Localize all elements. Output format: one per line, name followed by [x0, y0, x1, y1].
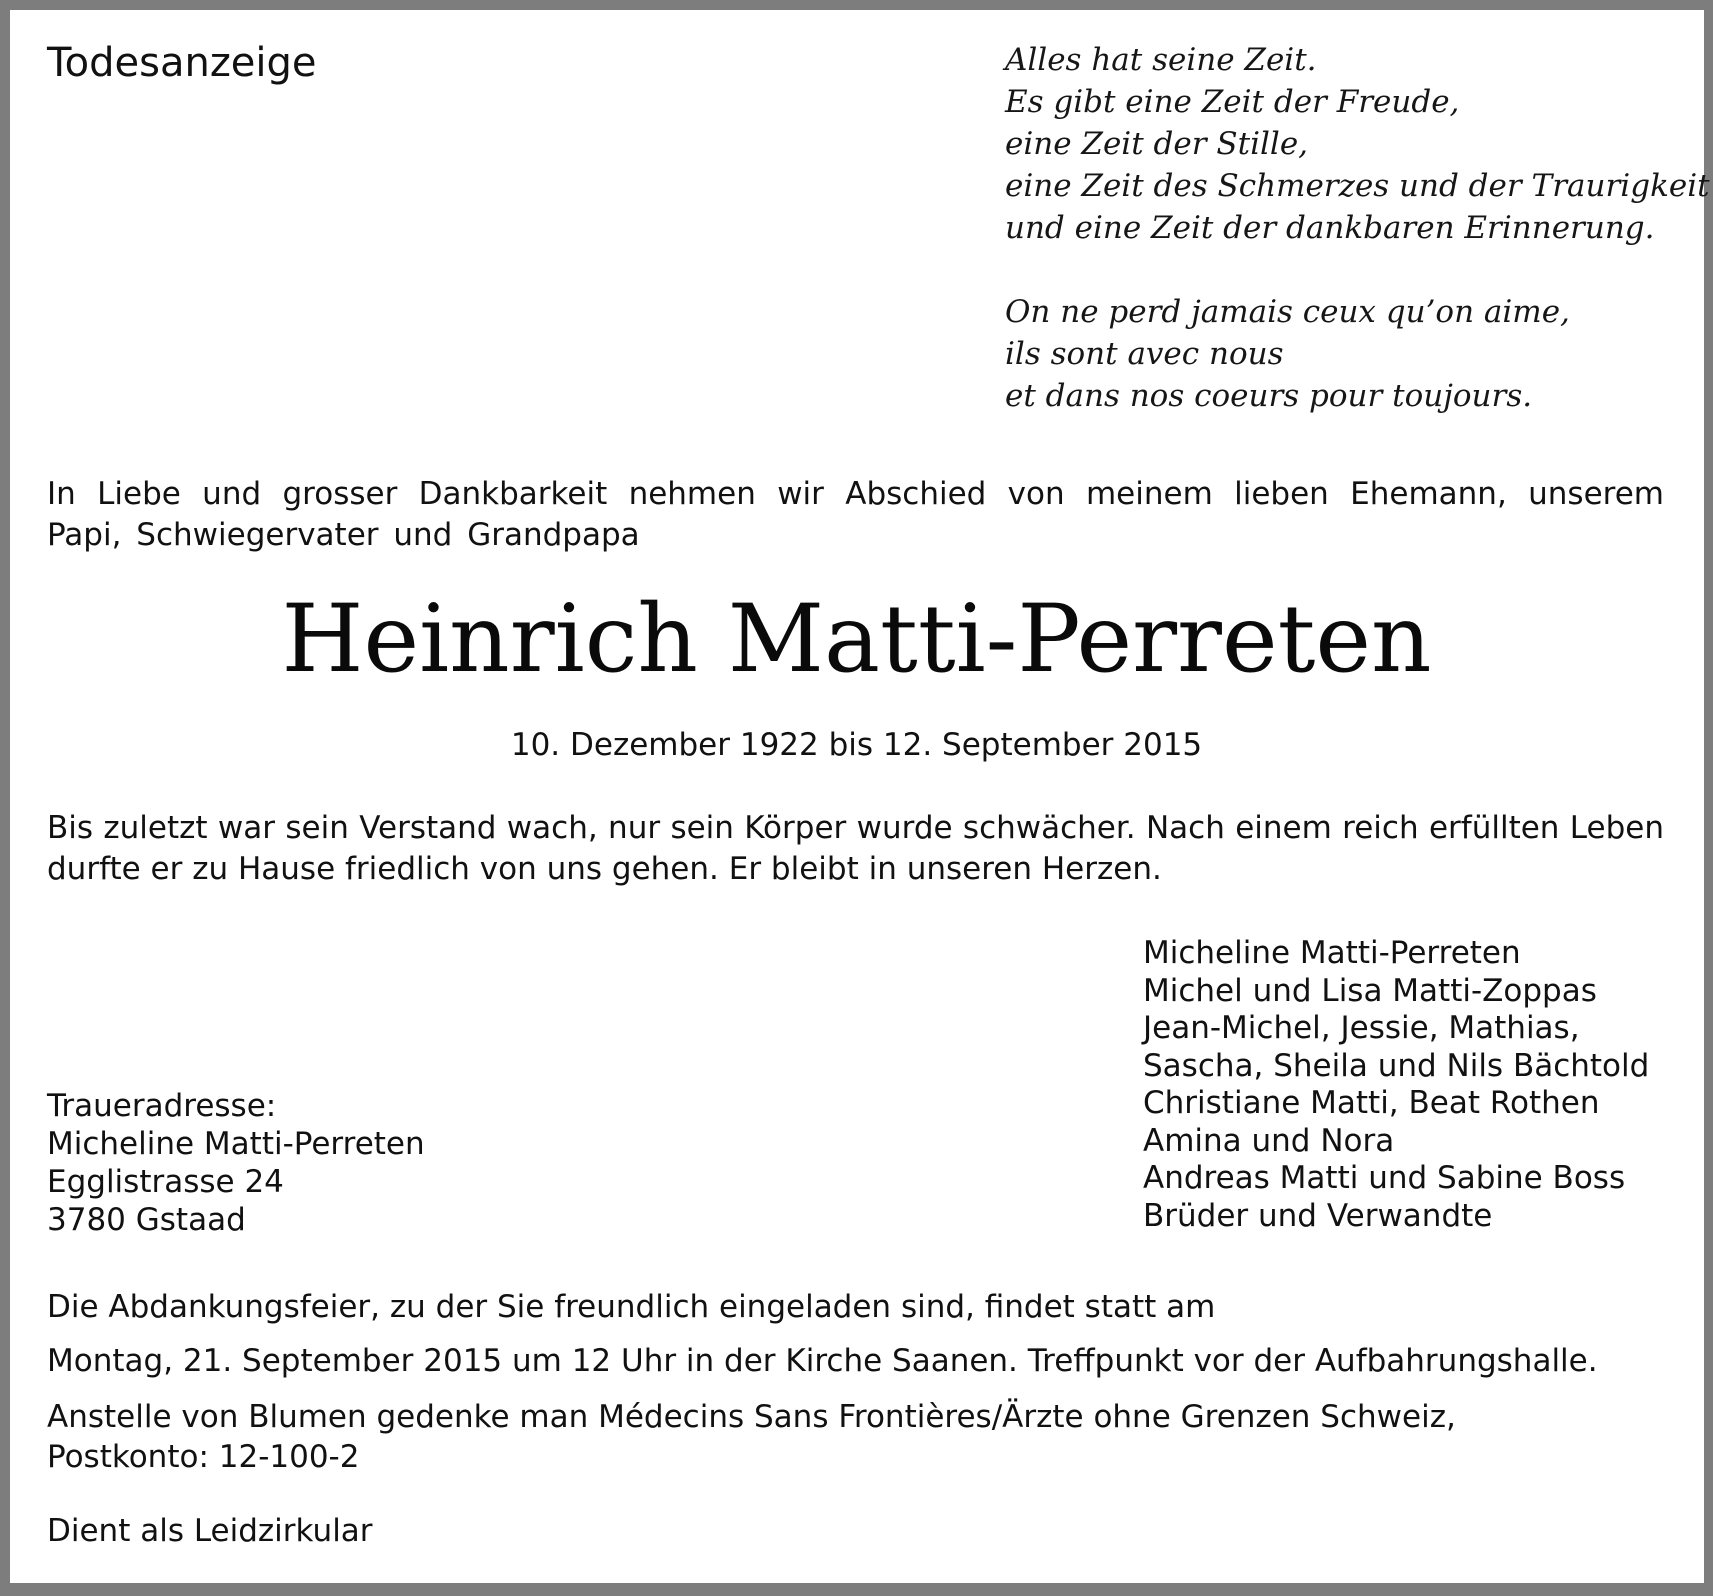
postal-account: Postkonto: 12-100-2	[47, 1439, 360, 1475]
poem-line: ils sont avec nous	[1005, 336, 1284, 372]
address-name: Micheline Matti-Perreten	[47, 1126, 425, 1162]
donation-line: Anstelle von Blumen gedenke man Médecins Sans Frontières/Ärzte ohne Grenzen Schweiz,	[47, 1399, 1456, 1435]
intro-text: In Liebe und grosser Dankbarkeit nehmen wir Abschied von meinem lieben Ehemann, unserem Papi, Schwiegervater und Grandpapa	[47, 476, 1664, 553]
mourning-address	[47, 1087, 425, 1239]
poem-line: et dans nos coeurs pour toujours.	[1005, 378, 1533, 414]
page-title: Todesanzeige	[47, 40, 317, 86]
ceremony-text-line-1: Die Abdankungsfeier, zu der Sie freundlich eingeladen sind, findet statt am	[47, 1289, 1216, 1325]
life-text: Bis zuletzt war sein Verstand wach, nur sein Körper wurde schwächer. Nach einem reich erfüllten Leben durfte er zu Hause friedlich von uns gehen. Er bleibt in unseren Herzen.	[47, 810, 1664, 887]
poem-line: und eine Zeit der dankbaren Erinnerung.	[1005, 210, 1655, 246]
poem-line: Es gibt eine Zeit der Freude,	[1005, 84, 1460, 120]
poem-line: Alles hat seine Zeit.	[1005, 42, 1317, 78]
poem	[1005, 39, 1710, 417]
mourner-item: Amina und Nora	[1143, 1122, 1395, 1159]
life-dates: 10. Dezember 1922 bis 12. September 2015	[510, 727, 1203, 763]
mourners-list	[1143, 935, 1649, 1235]
poem-line: eine Zeit der Stille,	[1005, 126, 1309, 162]
footer-note: Dient als Leidzirkular	[47, 1513, 373, 1549]
mourner-item: Andreas Matti und Sabine Boss	[1143, 1160, 1626, 1196]
mourner-item: Sascha, Sheila und Nils Bächtold	[1143, 1047, 1650, 1084]
deceased-name: Heinrich Matti-Perreten	[281, 585, 1432, 694]
mourner-item: Christiane Matti, Beat Rothen	[1143, 1085, 1600, 1121]
mourner-item: Micheline Matti-Perreten	[1143, 935, 1521, 971]
mourner-item: Michel und Lisa Matti-Zoppas	[1143, 972, 1597, 1009]
address-street: Egglistrasse 24	[47, 1164, 284, 1200]
poem-line: eine Zeit des Schmerzes und der Traurigkeit	[1005, 168, 1710, 204]
donation-note	[47, 1397, 1456, 1477]
ceremony-text-line-2: Montag, 21. September 2015 um 12 Uhr in der Kirche Saanen. Treffpunkt vor der Aufbahrungshalle.	[47, 1343, 1598, 1379]
mourner-item: Jean-Michel, Jessie, Mathias,	[1143, 1010, 1580, 1046]
address-label: Traueradresse:	[47, 1088, 277, 1124]
stanza-gap	[1005, 249, 1675, 291]
poem-line: On ne perd jamais ceux qu’on aime,	[1005, 294, 1570, 330]
mourner-item: Brüder und Verwandte	[1143, 1197, 1493, 1234]
address-city: 3780 Gstaad	[47, 1202, 246, 1238]
